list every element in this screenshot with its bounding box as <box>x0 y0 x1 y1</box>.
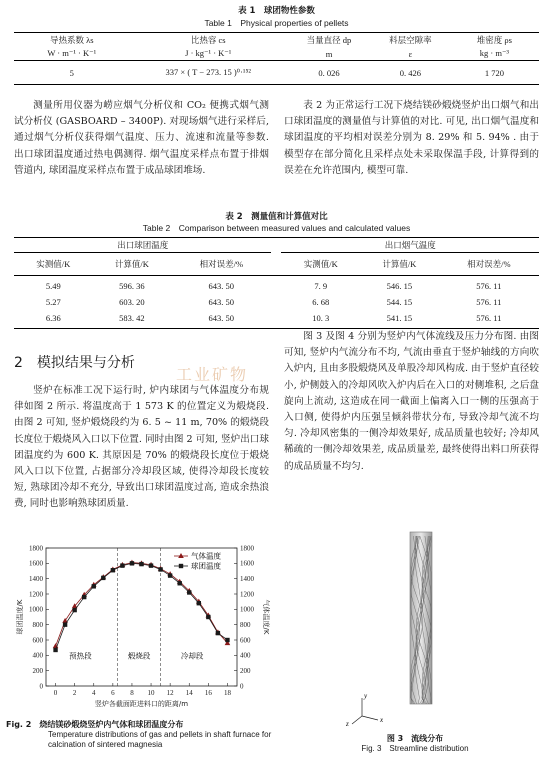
y2-tick-label: 200 <box>240 666 251 675</box>
t2-r0c4: 546. 15 <box>386 281 413 291</box>
data-point-pellet <box>63 622 67 626</box>
table2-title-cn: 表 2 测量值和计算值对比 <box>225 212 328 222</box>
t1-h1: 比热容 cs <box>190 35 226 45</box>
t2-h1: 计算值/K <box>114 259 149 269</box>
t1-h2: 当量直径 dp <box>306 35 352 45</box>
legend-label: 球团温度 <box>191 561 221 571</box>
table1-title-en: Table 1 Physical properties of pellets <box>204 18 349 28</box>
t2-h2: 相对误差/% <box>199 259 244 269</box>
t2-r0c5: 576. 11 <box>476 281 502 291</box>
data-point-pellet <box>197 601 201 605</box>
x-tick-label: 16 <box>204 689 212 697</box>
figure2-caption <box>6 720 274 750</box>
series-line <box>56 563 228 650</box>
t1-u1: J · kg⁻¹ · K⁻¹ <box>185 48 232 58</box>
series-line <box>56 563 228 647</box>
data-point-pellet <box>206 615 210 619</box>
data-point-pellet <box>101 576 105 580</box>
t2-r0c1: 596. 36 <box>119 281 145 291</box>
figure3-caption <box>290 734 540 754</box>
data-point-pellet <box>216 631 220 635</box>
t2-r2c5: 576. 11 <box>476 313 502 323</box>
data-point-pellet <box>187 590 191 594</box>
t1-h4: 堆密度 ρs <box>476 35 512 45</box>
t2-r1c2: 643. 50 <box>208 297 235 307</box>
t1-c3: 0. 426 <box>399 67 421 78</box>
x-tick-label: 0 <box>53 689 58 697</box>
y-tick-label: 800 <box>32 620 43 629</box>
table-row <box>14 308 539 329</box>
axis-triad <box>352 698 378 724</box>
table1 <box>14 32 539 85</box>
t2-r0c2: 643. 50 <box>208 281 235 291</box>
t1-u4: kg · m⁻³ <box>479 48 509 58</box>
data-point-pellet <box>92 584 96 588</box>
t1-h3: 料层空隙率 <box>389 35 432 45</box>
x-tick-label: 10 <box>147 689 155 697</box>
t1-c4: 1 720 <box>484 67 504 78</box>
t2-r0c0: 5.49 <box>45 281 61 291</box>
t2-group-gas: 出口烟气温度 <box>281 238 539 253</box>
axis-x-label: x <box>380 716 384 724</box>
zone-label: 煅烧段 <box>127 651 151 661</box>
t2-r2c2: 643. 50 <box>208 313 235 323</box>
x-tick-label: 6 <box>111 689 115 697</box>
y2-tick-label: 1600 <box>240 559 254 568</box>
paragraph-streamline: 图 3 及图 4 分别为竖炉内气体流线及压力分布图. 由图可知, 竖炉内气流分布不均, 气流由垂直于竖炉轴线的方向吹入炉内, 且由多股煅烧风及单股冷却风构成. 由于竖炉直径较小, 炉侧鼓入的冷却风吹入炉内后在入口的对侧堆积, 之后盘旋向上流动, 这造成在同一截面上偏离入口一侧的压强高于入口侧, 使得炉内压强呈倾斜带状分布, 导致冷却气流不均匀. 冷却风密集的一侧冷却效果好, 成品质量也较好; 冷却风稀疏的一侧冷却效果差, 成品质量差, 最终使得出料口所获得的成品质量不均匀. <box>284 331 539 472</box>
t2-h4: 计算值/K <box>382 259 417 269</box>
y2-tick-label: 800 <box>240 620 251 629</box>
data-point-pellet <box>158 567 162 571</box>
t2-r2c0: 6.36 <box>45 313 61 323</box>
figure2-caption-en: Temperature distributions of gas and pellets in shaft furnace for calcination of sintered magnesia <box>48 730 272 749</box>
t1-c1: 337 × ( T − 273. 15 )⁰·¹⁵² <box>165 67 251 77</box>
t2-h3: 实测值/K <box>303 259 338 269</box>
t2-r2c4: 541. 15 <box>386 313 413 323</box>
data-point-pellet <box>168 573 172 577</box>
data-point-pellet <box>225 638 229 642</box>
paragraph-temperature: 竖炉在标准工况下运行时, 炉内球团与气体温度分布规律如图 2 所示. 将温度高于 1 573 K 的位置定义为煅烧段. 由图 2 可知, 竖炉煅烧段约为 6. 5 ~ 11 m, 70% 的煅烧段长度位于煅烧风入口以下位置. 同时由图 2 可知, 竖炉出口球团温度约为 600 K. 其原因是 70% 的煅烧段长度位于煅烧风入口以下位置, 占据部分冷却段区域, 使得冷却段长度较短, 熟球团冷却不充分, 导致出口球团温度过高, 造成余热浪费, 同时也影响熟球团质量. <box>14 385 269 510</box>
y-tick-label: 1800 <box>29 544 43 553</box>
watermark: 工业矿物 <box>176 365 249 384</box>
temperature-chart <box>14 538 269 716</box>
table-row <box>14 276 539 293</box>
paragraph-comparison: 表 2 为正常运行工况下烧结镁砂煅烧竖炉出口烟气和出口球团温度的测量值与计算值的对比. 可见, 出口烟气温度和球团温度的平均相对误差分别为 8. 29% 和 5. 94% . 由于模型存在部分简化且采样点处未采取保温手段, 计算得到的误差在允许范围内, 模型可靠. <box>284 100 539 176</box>
x-axis-label: 竖炉各截面距进料口的距离/m <box>94 700 189 708</box>
y2-tick-label: 1800 <box>240 544 254 553</box>
t2-h5: 相对误差/% <box>467 259 511 269</box>
legend-marker <box>179 564 183 568</box>
y2-tick-label: 1000 <box>240 605 254 614</box>
x-tick-label: 14 <box>185 689 193 697</box>
t2-h0: 实测值/K <box>36 259 71 269</box>
y2-tick-label: 1400 <box>240 574 254 583</box>
y-tick-label: 1200 <box>29 590 43 599</box>
figure2-caption-cn: Fig. 2 烧结镁砂煅烧竖炉内气体和球团温度分布 <box>6 720 184 729</box>
y-tick-label: 600 <box>32 636 43 645</box>
x-tick-label: 18 <box>223 689 231 697</box>
t1-u3: ε <box>408 48 413 59</box>
t2-group-pellet: 出口球团温度 <box>14 238 271 253</box>
legend-label: 气体温度 <box>191 551 221 561</box>
t1-c2: 0. 026 <box>318 67 340 78</box>
y2-tick-label: 1200 <box>240 590 254 599</box>
data-point-pellet <box>149 563 153 567</box>
t2-r1c4: 544. 15 <box>386 297 413 307</box>
y-tick-label: 200 <box>32 666 43 675</box>
table1-title-cn: 表 1 球团物性参数 <box>238 6 315 16</box>
y2-tick-label: 400 <box>240 651 251 660</box>
t2-r1c5: 576. 11 <box>476 297 502 307</box>
y-axis-label: 球团温度/K <box>16 599 24 635</box>
data-point-pellet <box>111 568 115 572</box>
data-point-pellet <box>120 563 124 567</box>
figure3-caption-en: Fig. 3 Streamline distribution <box>361 744 469 753</box>
t2-r1c0: 5.27 <box>45 297 61 307</box>
section-title: 2 模拟结果与分析 <box>14 355 135 371</box>
y2-tick-label: 600 <box>240 636 251 645</box>
x-tick-label: 2 <box>72 689 77 697</box>
y-tick-label: 1400 <box>29 574 43 583</box>
data-point-pellet <box>82 595 86 599</box>
y-tick-label: 400 <box>32 651 43 660</box>
zone-label: 冷却段 <box>180 651 204 661</box>
y2-axis-label: 气体温度/K <box>262 599 270 635</box>
figure3-caption-cn: 图 3 流线分布 <box>386 734 444 743</box>
t2-r1c3: 6. 68 <box>312 297 330 307</box>
axis-z-label: z <box>346 720 349 728</box>
x-tick-label: 12 <box>166 689 174 697</box>
paragraph-measurement: 测量所用仪器为崂应烟气分析仪和 CO₂ 便携式烟气测试分析仪 (GASBOARD – 3400P). 对现场烟气进行采样后, 通过烟气分析仪获得烟气温度、压力、流速和流量等参数. 出口球团温度通过热电偶测得. 烟气温度采样点布置于排烟管道内, 球团温度采样点布置于成品球团堆场. <box>14 100 269 176</box>
y-tick-label: 1000 <box>29 605 43 614</box>
y-tick-label: 0 <box>39 682 43 691</box>
t2-r2c3: 10. 3 <box>312 313 330 323</box>
data-point-pellet <box>72 608 76 612</box>
legend-marker <box>178 553 184 558</box>
streamline-figure <box>340 528 460 728</box>
x-tick-label: 8 <box>130 689 134 697</box>
data-point-pellet <box>53 648 57 652</box>
t1-u2: m <box>325 48 333 59</box>
data-point-pellet <box>139 562 143 566</box>
t1-u0: W · m⁻¹ · K⁻¹ <box>47 48 97 58</box>
t2-r2c1: 583. 42 <box>119 313 145 323</box>
table2 <box>14 237 539 329</box>
data-point-pellet <box>130 561 134 565</box>
y-tick-label: 1600 <box>29 559 43 568</box>
t2-r1c1: 603. 20 <box>119 297 145 307</box>
y2-tick-label: 0 <box>240 682 244 691</box>
x-tick-label: 4 <box>92 689 96 697</box>
table-row <box>14 292 539 308</box>
t1-h0: 导热系数 λs <box>49 35 94 45</box>
t1-c0: 5 <box>69 67 74 78</box>
axis-y-label: y <box>364 692 368 700</box>
table2-title-en: Table 2 Comparison between measured values and calculated values <box>142 223 411 233</box>
data-point-pellet <box>178 581 182 585</box>
t2-r0c3: 7. 9 <box>314 281 328 291</box>
zone-label: 预热段 <box>69 651 92 661</box>
